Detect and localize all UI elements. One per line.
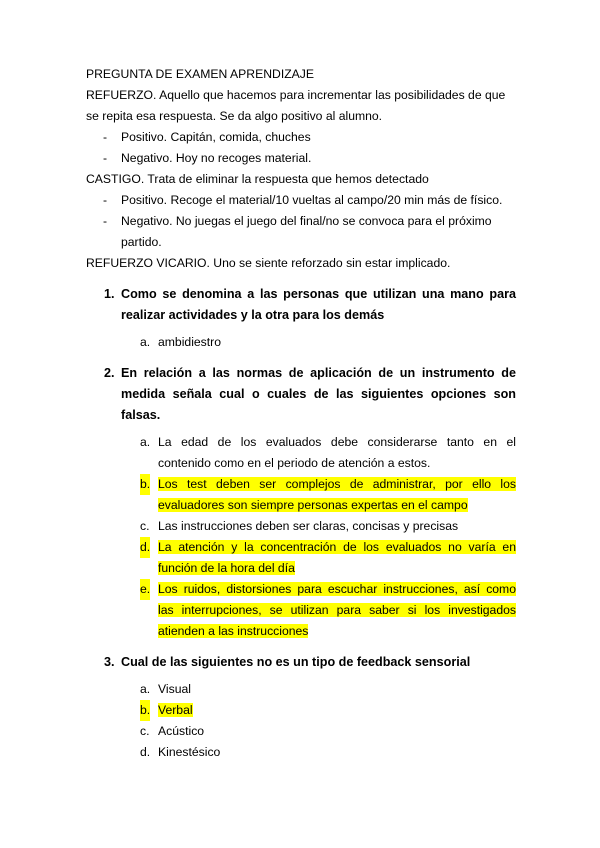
vicario-paragraph: REFUERZO VICARIO. Uno se siente reforzado sin estar implicado. — [86, 256, 451, 270]
question-text: Cual de las siguientes no es un tipo de feedback sensorial — [121, 655, 471, 669]
option-text: Acústico — [158, 724, 205, 738]
answer-option-highlighted — [86, 579, 516, 642]
answer-option-highlighted — [86, 700, 516, 721]
option-text: Kinestésico — [158, 745, 221, 759]
answer-option — [86, 742, 516, 763]
option-letter: b. — [140, 474, 150, 495]
option-letter: a. — [140, 682, 151, 696]
bullet-text: Negativo. Hoy no recoges material. — [121, 151, 312, 165]
refuerzo-item — [86, 148, 516, 169]
answer-option-highlighted — [86, 474, 516, 516]
answer-option — [86, 721, 516, 742]
dash-bullet: - — [103, 130, 108, 144]
question-text: Como se denomina a las personas que utilizan una mano para realizar actividades y la otra para los demás — [121, 287, 516, 322]
document-page — [86, 64, 516, 765]
castigo-item — [86, 211, 516, 253]
option-letter: b. — [140, 700, 150, 721]
question-3-options — [86, 679, 516, 763]
question-number: 1. — [104, 287, 115, 301]
answer-option-highlighted — [86, 537, 516, 579]
doc-title: PREGUNTA DE EXAMEN APRENDIZAJE — [86, 67, 314, 81]
question-1-options — [86, 332, 516, 353]
question-text: En relación a las normas de aplicación de un instrumento de medida señala cual o cuales de las siguientes opciones son falsas. — [121, 366, 516, 422]
question-3 — [86, 652, 516, 673]
option-text: Los test deben ser complejos de administrar, por ello los evaluadores son siempre personas expertas en el campo — [158, 477, 516, 512]
option-letter: e. — [140, 579, 150, 600]
dash-bullet: - — [103, 151, 108, 165]
answer-option — [86, 679, 516, 700]
option-text: Las instrucciones deben ser claras, concisas y precisas — [158, 519, 459, 533]
option-letter: a. — [140, 335, 151, 349]
bullet-text: Positivo. Recoge el material/10 vueltas al campo/20 min más de físico. — [121, 193, 503, 207]
refuerzo-item — [86, 127, 516, 148]
option-text: Visual — [158, 682, 191, 696]
option-text: La atención y la concentración de los evaluados no varía en función de la hora del día — [158, 540, 516, 575]
question-2-options — [86, 432, 516, 642]
answer-option — [86, 516, 516, 537]
option-letter: d. — [140, 745, 151, 759]
bullet-text: Negativo. No juegas el juego del final/no se convoca para el próximo partido. — [121, 214, 492, 249]
question-number: 3. — [104, 655, 115, 669]
option-text: Los ruidos, distorsiones para escuchar instrucciones, así como las interrupciones, se utilizan para saber si los investigados atienden a las instrucciones — [158, 582, 516, 638]
option-text: Verbal — [158, 703, 193, 717]
question-1 — [86, 284, 516, 326]
option-text: ambidiestro — [158, 335, 221, 349]
option-letter: c. — [140, 519, 150, 533]
dash-bullet: - — [103, 214, 108, 228]
dash-bullet: - — [103, 193, 108, 207]
bullet-text: Positivo. Capitán, comida, chuches — [121, 130, 311, 144]
option-letter: c. — [140, 724, 150, 738]
option-letter: a. — [140, 435, 151, 449]
castigo-item — [86, 190, 516, 211]
question-2 — [86, 363, 516, 426]
question-number: 2. — [104, 366, 115, 380]
castigo-paragraph: CASTIGO. Trata de eliminar la respuesta que hemos detectado — [86, 172, 429, 186]
answer-option — [86, 432, 516, 474]
option-letter: d. — [140, 537, 150, 558]
option-text: La edad de los evaluados debe considerarse tanto en el contenido como en el periodo de atención a estos. — [158, 435, 516, 470]
answer-option — [86, 332, 516, 353]
refuerzo-paragraph: REFUERZO. Aquello que hacemos para incrementar las posibilidades de que se repita esa respuesta. Se da algo positivo al alumno. — [86, 88, 506, 123]
